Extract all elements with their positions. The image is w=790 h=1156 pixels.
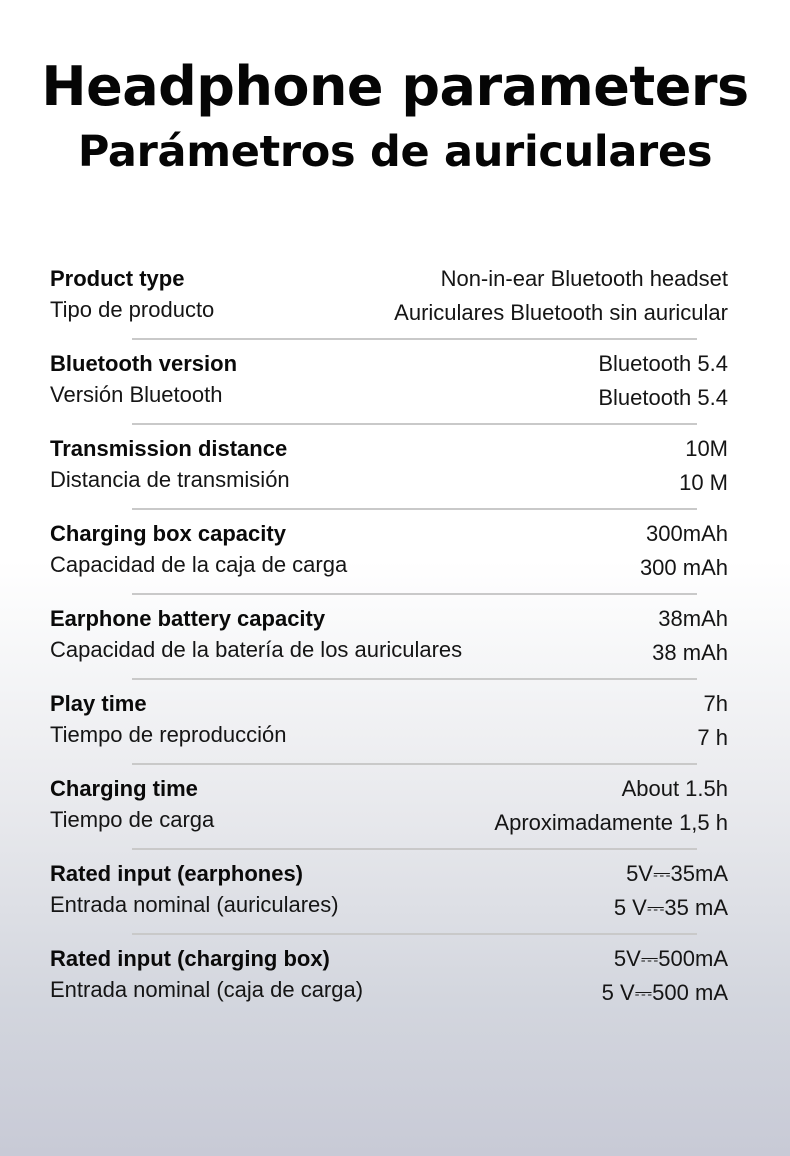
spec-label-es: Versión Bluetooth — [50, 382, 223, 407]
spec-row-product-type — [50, 262, 728, 347]
spec-label-en: Charging box capacity — [50, 521, 286, 546]
spec-value-en: 38mAh — [658, 606, 728, 631]
spec-row-charging-box-capacity — [50, 517, 728, 602]
spec-label-es: Capacidad de la caja de carga — [50, 552, 348, 577]
spec-value-en: 300mAh — [646, 521, 728, 546]
spec-row-bluetooth-version — [50, 347, 728, 432]
spec-value-es: Auriculares Bluetooth sin auricular — [394, 300, 728, 325]
divider — [132, 763, 697, 765]
divider — [132, 848, 697, 850]
page-header — [0, 52, 790, 180]
spec-label-es: Capacidad de la batería de los auriculares — [50, 637, 463, 662]
divider — [132, 933, 697, 935]
spec-value-es: 10 M — [679, 470, 728, 495]
spec-list — [50, 262, 728, 1027]
divider — [132, 678, 697, 680]
page-title-english: Headphone parameters — [41, 55, 749, 118]
spec-value-es: 7 h — [697, 725, 728, 750]
spec-row-charging-time — [50, 772, 728, 857]
spec-value-es: Aproximadamente 1,5 h — [494, 810, 728, 835]
spec-label-en: Play time — [50, 691, 147, 716]
page-title-spanish: Parámetros de auriculares — [77, 127, 713, 177]
spec-value-es: 300 mAh — [639, 555, 728, 580]
divider — [132, 508, 697, 510]
spec-label-en: Charging time — [50, 776, 198, 801]
spec-label-en: Earphone battery capacity — [50, 606, 326, 631]
spec-value-en: 5V⎓500mA — [613, 946, 728, 971]
spec-label-en: Bluetooth version — [50, 351, 238, 376]
spec-value-en: 7h — [703, 691, 728, 716]
spec-label-en: Product type — [50, 266, 185, 291]
spec-label-es: Entrada nominal (caja de carga) — [50, 977, 364, 1002]
spec-label-es: Tipo de producto — [50, 297, 215, 322]
spec-value-en: Bluetooth 5.4 — [598, 351, 728, 376]
spec-label-es: Distancia de transmisión — [50, 467, 290, 492]
divider — [132, 338, 697, 340]
spec-row-transmission-distance — [50, 432, 728, 517]
spec-value-en: Non-in-ear Bluetooth headset — [440, 266, 728, 291]
spec-value-en: 10M — [685, 436, 728, 461]
spec-label-en: Rated input (charging box) — [50, 946, 330, 971]
spec-label-es: Entrada nominal (auriculares) — [50, 892, 339, 917]
spec-row-play-time — [50, 687, 728, 772]
spec-label-es: Tiempo de reproducción — [50, 722, 287, 747]
spec-value-en: 5V⎓35mA — [626, 861, 728, 886]
spec-label-en: Transmission distance — [50, 436, 288, 461]
spec-value-es: Bluetooth 5.4 — [598, 385, 728, 410]
spec-label-es: Tiempo de carga — [50, 807, 215, 832]
spec-label-en: Rated input (earphones) — [50, 861, 304, 886]
spec-value-en: About 1.5h — [621, 776, 728, 801]
divider — [132, 423, 697, 425]
spec-row-earphone-battery-capacity — [50, 602, 728, 687]
spec-row-rated-input-earphones — [50, 857, 728, 942]
divider — [132, 593, 697, 595]
spec-value-es: 38 mAh — [652, 640, 728, 665]
spec-row-rated-input-charging-box — [50, 942, 728, 1027]
spec-value-es: 5 V⎓500 mA — [601, 980, 728, 1005]
spec-value-es: 5 V⎓35 mA — [613, 895, 728, 920]
